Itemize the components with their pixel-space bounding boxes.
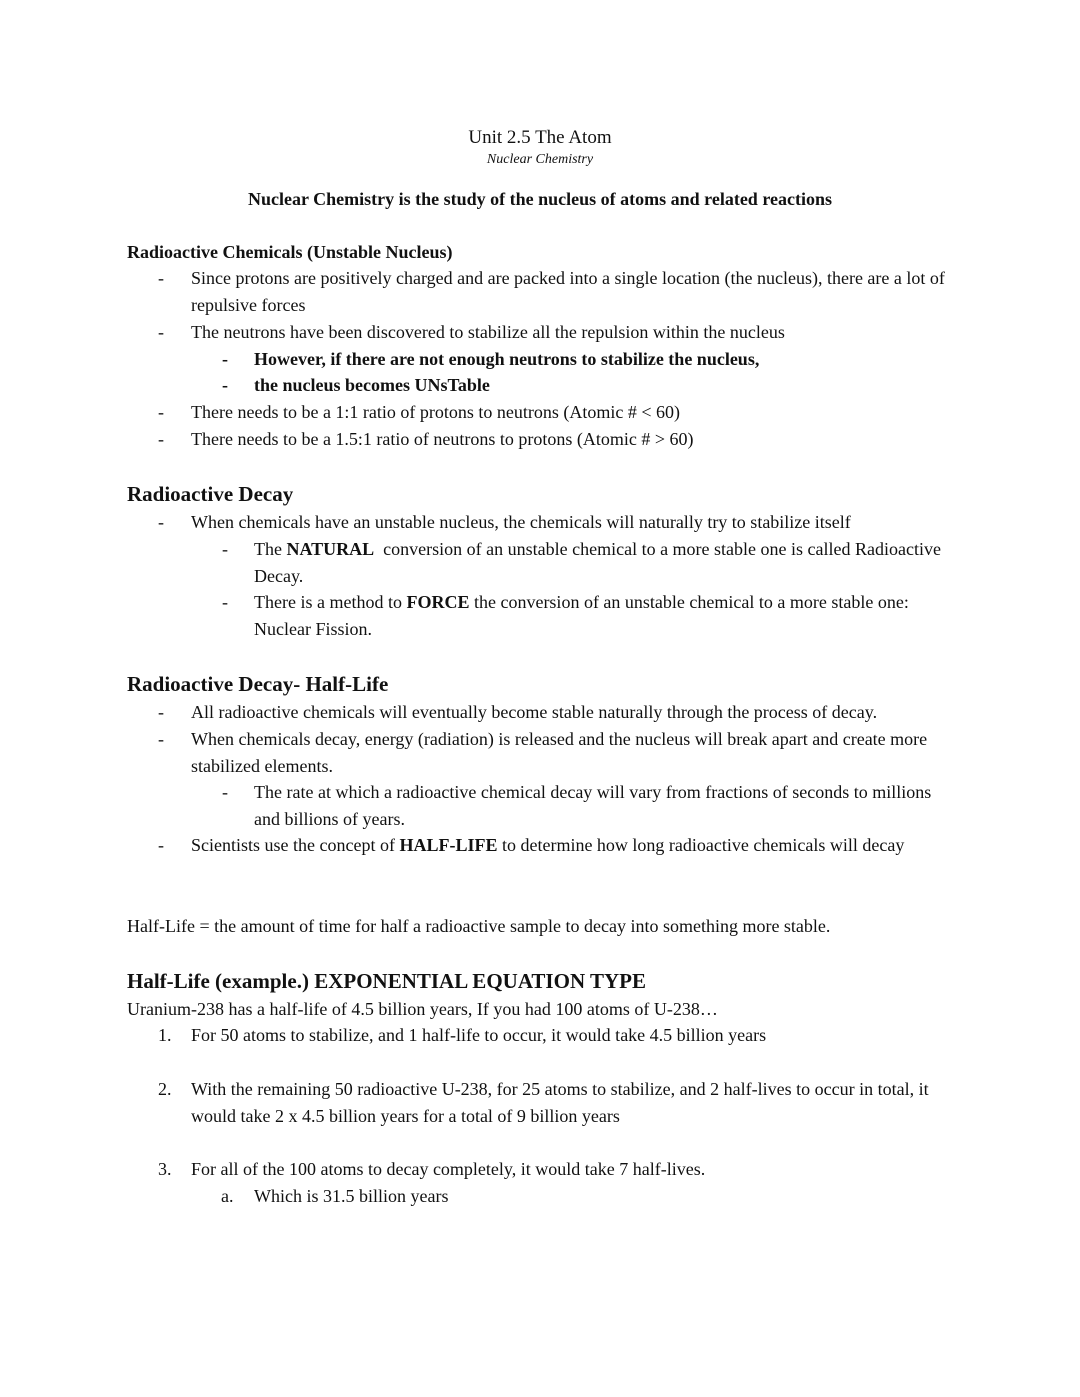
list-item [222,536,946,590]
list-item-text-pre: There is a method to [254,592,407,612]
bullet-marker: - [158,835,164,855]
bullet-marker: - [158,702,164,722]
list-item [222,779,944,833]
half-life-definition: Half-Life = the amount of time for half a radioactive sample to decay into something more stable. [127,916,831,936]
list-item-text: The rate at which a radioactive chemical decay will vary from fractions of seconds to millions and billions of years. [254,782,932,829]
document-subtitle: Nuclear Chemistry [486,152,594,167]
bullet-marker: - [222,375,228,395]
example-intro: Uranium-238 has a half-life of 4.5 billion years, If you had 100 atoms of U-238… [127,999,718,1019]
list-item-text-post: conversion of an unstable chemical to a more stable one is called Radioactive Decay. [254,539,946,586]
numbered-item [158,1156,951,1183]
document-title: Unit 2.5 The Atom [468,127,612,148]
section-heading-radioactive-chemicals: Radioactive Chemicals (Unstable Nucleus) [127,242,453,262]
numbered-item [158,1022,951,1049]
numbered-item [158,1076,951,1130]
list-item [158,319,951,346]
thesis-statement: Nuclear Chemistry is the study of the nucleus of atoms and related reactions [248,189,832,209]
bullet-marker: - [158,729,164,749]
emphasis-half-life: HALF-LIFE [399,835,498,855]
list-item-text: the nucleus becomes UNsTable [254,375,490,395]
list-item [158,509,951,536]
list-item-text: Since protons are positively charged and are packed into a single location (the nucleus), there are a lot of repulsive forces [191,268,945,315]
list-item-text: However, if there are not enough neutrons to stabilize the nucleus, [254,349,760,369]
letter-marker: a. [221,1186,234,1206]
list-item [158,426,951,453]
list-item-text: All radioactive chemicals will eventually become stable naturally through the process of decay. [191,702,878,722]
list-item-text: There needs to be a 1.5:1 ratio of neutrons to protons (Atomic # > 60) [191,429,694,449]
bullet-marker: - [222,539,228,559]
bullet-marker: - [158,322,164,342]
list-item-text-post: to determine how long radioactive chemicals will decay [497,835,905,855]
list-item [158,832,951,859]
list-item-text: There needs to be a 1:1 ratio of protons to neutrons (Atomic # < 60) [191,402,681,422]
list-item [222,589,944,643]
list-item-text-pre: The [254,539,287,559]
list-item [222,372,944,399]
section-heading-radioactive-decay: Radioactive Decay [127,482,294,506]
list-item [158,726,951,780]
list-item-text: When chemicals decay, energy (radiation) is released and the nucleus will break apart and create more stabilized elements. [191,729,928,776]
list-item [158,699,951,726]
number-marker: 3. [158,1159,172,1179]
numbered-item-text: For all of the 100 atoms to decay completely, it would take 7 half-lives. [191,1159,706,1179]
section-heading-half-life-example: Half-Life (example.) EXPONENTIAL EQUATION TYPE [127,969,646,993]
list-item-text: The neutrons have been discovered to stabilize all the repulsion within the nucleus [191,322,785,342]
list-item [222,346,944,373]
lettered-item-text: Which is 31.5 billion years [254,1186,449,1206]
emphasis-natural: NATURAL [286,539,375,559]
numbered-item-text: With the remaining 50 radioactive U-238, for 25 atoms to stabilize, and 2 half-lives to occur in total, it would take 2 x 4.5 billion years for a total of 9 billion years [191,1079,929,1126]
bullet-marker: - [222,349,228,369]
list-item-text-post: the conversion of an unstable chemical to a more stable one: Nuclear Fission. [254,592,909,639]
list-item [158,265,951,319]
numbered-item-text: For 50 atoms to stabilize, and 1 half-life to occur, it would take 4.5 billion years [191,1025,767,1045]
bullet-marker: - [158,512,164,532]
section-heading-half-life: Radioactive Decay- Half-Life [127,672,389,696]
emphasis-force: FORCE [406,592,470,612]
number-marker: 2. [158,1079,172,1099]
number-marker: 1. [158,1025,172,1045]
list-item [158,399,951,426]
bullet-marker: - [158,402,164,422]
bullet-marker: - [222,592,228,612]
bullet-marker: - [222,782,228,802]
lettered-item [221,1183,944,1210]
bullet-marker: - [158,429,164,449]
list-item-text-pre: Scientists use the concept of [191,835,400,855]
list-item-text: When chemicals have an unstable nucleus, the chemicals will naturally try to stabilize itself [191,512,851,532]
bullet-marker: - [158,268,164,288]
